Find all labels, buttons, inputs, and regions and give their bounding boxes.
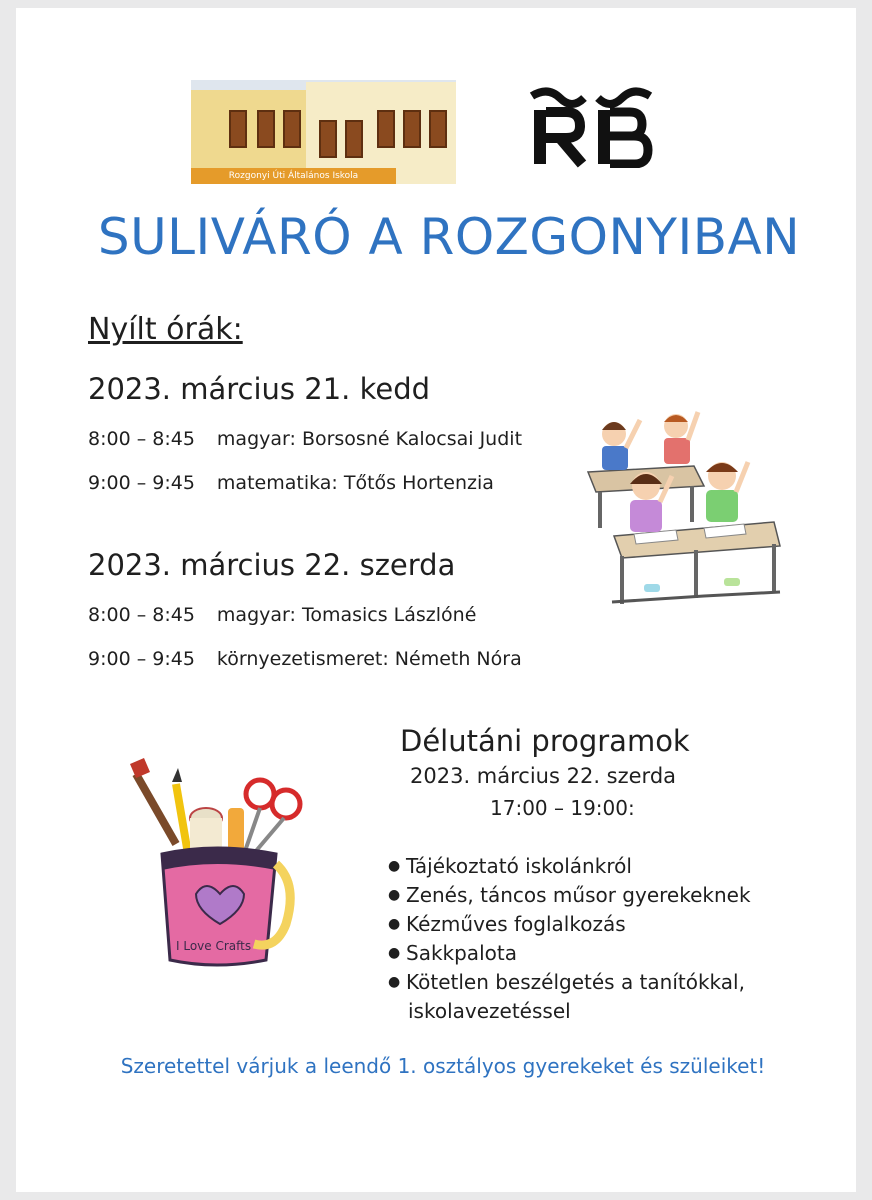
day1-date: 2023. március 21. kedd [88, 372, 431, 406]
art-supplies-pot-illustration [126, 754, 316, 974]
session-time: 9:00 – 9:45 [88, 472, 195, 494]
list-item: ● Sakkpalota [388, 939, 751, 968]
footer-invitation: Szeretettel várjuk a leendő 1. osztályos gyerekeket és szüleiket! [120, 1054, 766, 1078]
list-item: ● Kézműves foglalkozás [388, 910, 751, 939]
bullet-icon: ● [388, 916, 401, 932]
afternoon-program-list [388, 852, 751, 1026]
bullet-icon: ● [388, 858, 401, 874]
day2-session-1 [88, 604, 476, 626]
list-item: ● Kötetlen beszélgetés a tanítókkal, iskolavezetéssel [388, 970, 745, 1023]
classroom-kids-illustration [584, 406, 784, 612]
session-time: 8:00 – 8:45 [88, 604, 195, 626]
list-item: ● Zenés, táncos műsor gyerekeknek [388, 881, 751, 910]
bullet-icon: ● [388, 945, 401, 961]
bullet-icon: ● [388, 887, 401, 903]
session-subject: magyar: Borsosné Kalocsai Judit [216, 428, 523, 450]
school-photo-caption: Rozgonyi Úti Általános Iskola [191, 168, 396, 184]
art-pot-text: I Love Crafts [176, 939, 252, 953]
session-time: 8:00 – 8:45 [88, 428, 195, 450]
afternoon-heading: Délutáni programok [400, 724, 690, 758]
day1-session-2 [88, 472, 494, 494]
session-subject: magyar: Tomasics Lászlóné [216, 604, 477, 626]
school-building-photo [191, 80, 456, 184]
list-item: ● Tájékoztató iskolánkról [388, 852, 751, 881]
open-lessons-heading: Nyílt órák: [88, 312, 243, 347]
session-time: 9:00 – 9:45 [88, 648, 195, 670]
session-subject: környezetismeret: Németh Nóra [216, 648, 522, 670]
day1-session-1 [88, 428, 522, 450]
poster-title: SULIVÁRÓ A ROZGONYIBAN [97, 208, 801, 266]
afternoon-date: 2023. március 22. szerda [410, 764, 677, 788]
session-subject: matematika: Tőtős Hortenzia [216, 472, 494, 494]
day2-date: 2023. március 22. szerda [88, 548, 456, 582]
rb-logo-icon [526, 86, 656, 168]
day2-session-2 [88, 648, 522, 670]
bullet-icon: ● [388, 974, 401, 990]
afternoon-time: 17:00 – 19:00: [490, 796, 635, 820]
